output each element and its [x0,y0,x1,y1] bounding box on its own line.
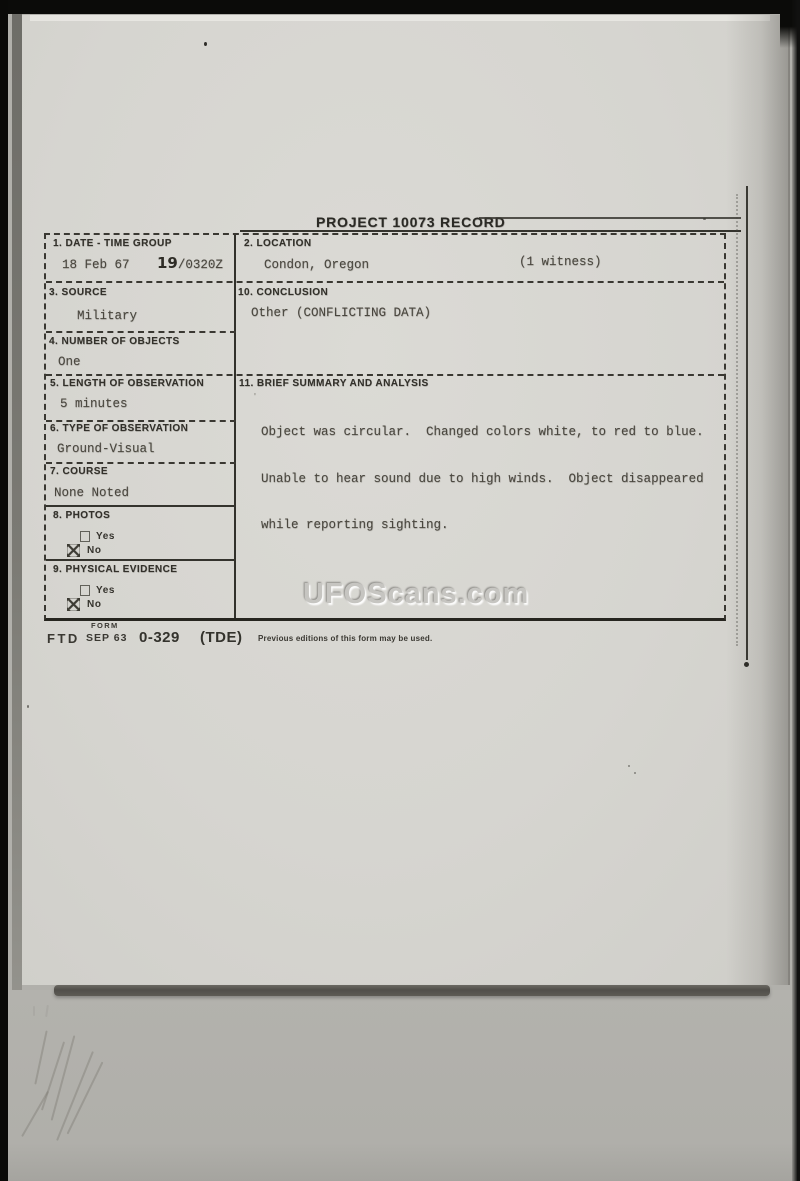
photos-no-option [67,544,102,557]
row-divider [46,331,236,333]
row-divider [46,505,236,507]
field-label-number-of-objects: 4. NUMBER OF OBJECTS [49,336,180,347]
physical-evidence-no-option [67,598,102,611]
paper-top-highlight [30,15,770,21]
scan-top-border [0,0,800,14]
photos-yes-label: Yes [96,531,116,542]
ink-speck [628,765,630,767]
checkbox-unchecked-icon [80,585,90,596]
checkbox-unchecked-icon [80,531,90,542]
field-value-location: Condon, Oregon [264,258,370,272]
field-label-brief-summary: 11. BRIEF SUMMARY AND ANALYSIS [239,378,429,389]
field-value-number-of-objects: One [58,355,81,369]
physical-evidence-no-label: No [87,599,102,610]
physical-evidence-yes-option [80,585,115,596]
footer-form-number: 0-329 [139,629,180,646]
footer-edition-date: SEP 63 [86,632,128,644]
scan-left-border [0,0,8,1181]
footer-form-word: FORM [91,621,119,630]
checkbox-checked-icon [67,544,80,557]
handwritten-time-digits: 19 [157,254,178,272]
field-value-brief-summary [261,394,704,565]
title-underline [240,230,741,232]
ink-speck [703,218,706,220]
field-value-conclusion: Other (CONFLICTING DATA) [251,306,432,320]
field-label-physical-evidence: 9. PHYSICAL EVIDENCE [53,564,178,575]
summary-line-3: while reporting sighting. [261,518,449,532]
summary-line-2: Unable to hear sound due to high winds. Object disappeared [261,471,704,486]
row-divider [46,281,724,283]
footer-form-suffix: (TDE) [200,629,243,646]
page-left-shadow [12,14,22,990]
field-label-length-of-observation: 5. LENGTH OF OBSERVATION [50,378,205,389]
physical-evidence-yes-label: Yes [96,585,116,596]
form-title: PROJECT 10073 RECORD [316,214,506,230]
field-value-type-of-observation: Ground-Visual [57,442,155,456]
photos-yes-option [80,531,115,542]
margin-dotted-line [736,194,738,646]
field-value-witnesses: (1 witness) [519,255,602,269]
field-value-date: 18 Feb 67 [62,258,130,272]
row-divider [46,374,724,376]
field-label-source: 3. SOURCE [49,287,107,298]
field-label-date-time-group: 1. DATE - TIME GROUP [53,238,172,249]
photos-no-label: No [87,545,102,556]
field-value-source: Military [77,309,138,323]
checkbox-checked-icon [67,598,80,611]
summary-line-1: Object was circular. Changed colors white, to red to blue. [261,425,704,439]
typed-time: /0320Z [177,258,223,272]
field-label-photos: 8. PHOTOS [53,510,111,521]
watermark: UFOScans.com [303,578,530,610]
margin-vertical-line [746,186,748,660]
field-value-length-of-observation: 5 minutes [60,397,128,411]
ink-speck [744,662,749,667]
ink-speck [204,42,207,46]
scanner-background-shade [8,990,797,1181]
field-label-course: 7. COURSE [50,466,108,477]
row-divider [46,559,236,561]
field-label-conclusion: 10. CONCLUSION [238,287,329,298]
footer-note: Previous editions of this form may be used. [258,634,433,643]
field-value-time [157,254,223,273]
title-overline [479,217,741,219]
stray-tick-mark: ' [254,392,256,403]
field-label-location: 2. LOCATION [244,238,312,249]
row-divider [46,462,236,464]
pencil-mark [33,1006,35,1016]
scan-right-border [792,0,800,1181]
row-divider [46,420,236,422]
field-label-type-of-observation: 6. TYPE OF OBSERVATION [50,423,189,434]
ink-speck [634,772,636,774]
paper-bottom-edge [54,985,770,996]
field-value-course: None Noted [54,486,130,500]
footer-agency: FTD [47,631,80,646]
ink-speck [27,705,29,708]
